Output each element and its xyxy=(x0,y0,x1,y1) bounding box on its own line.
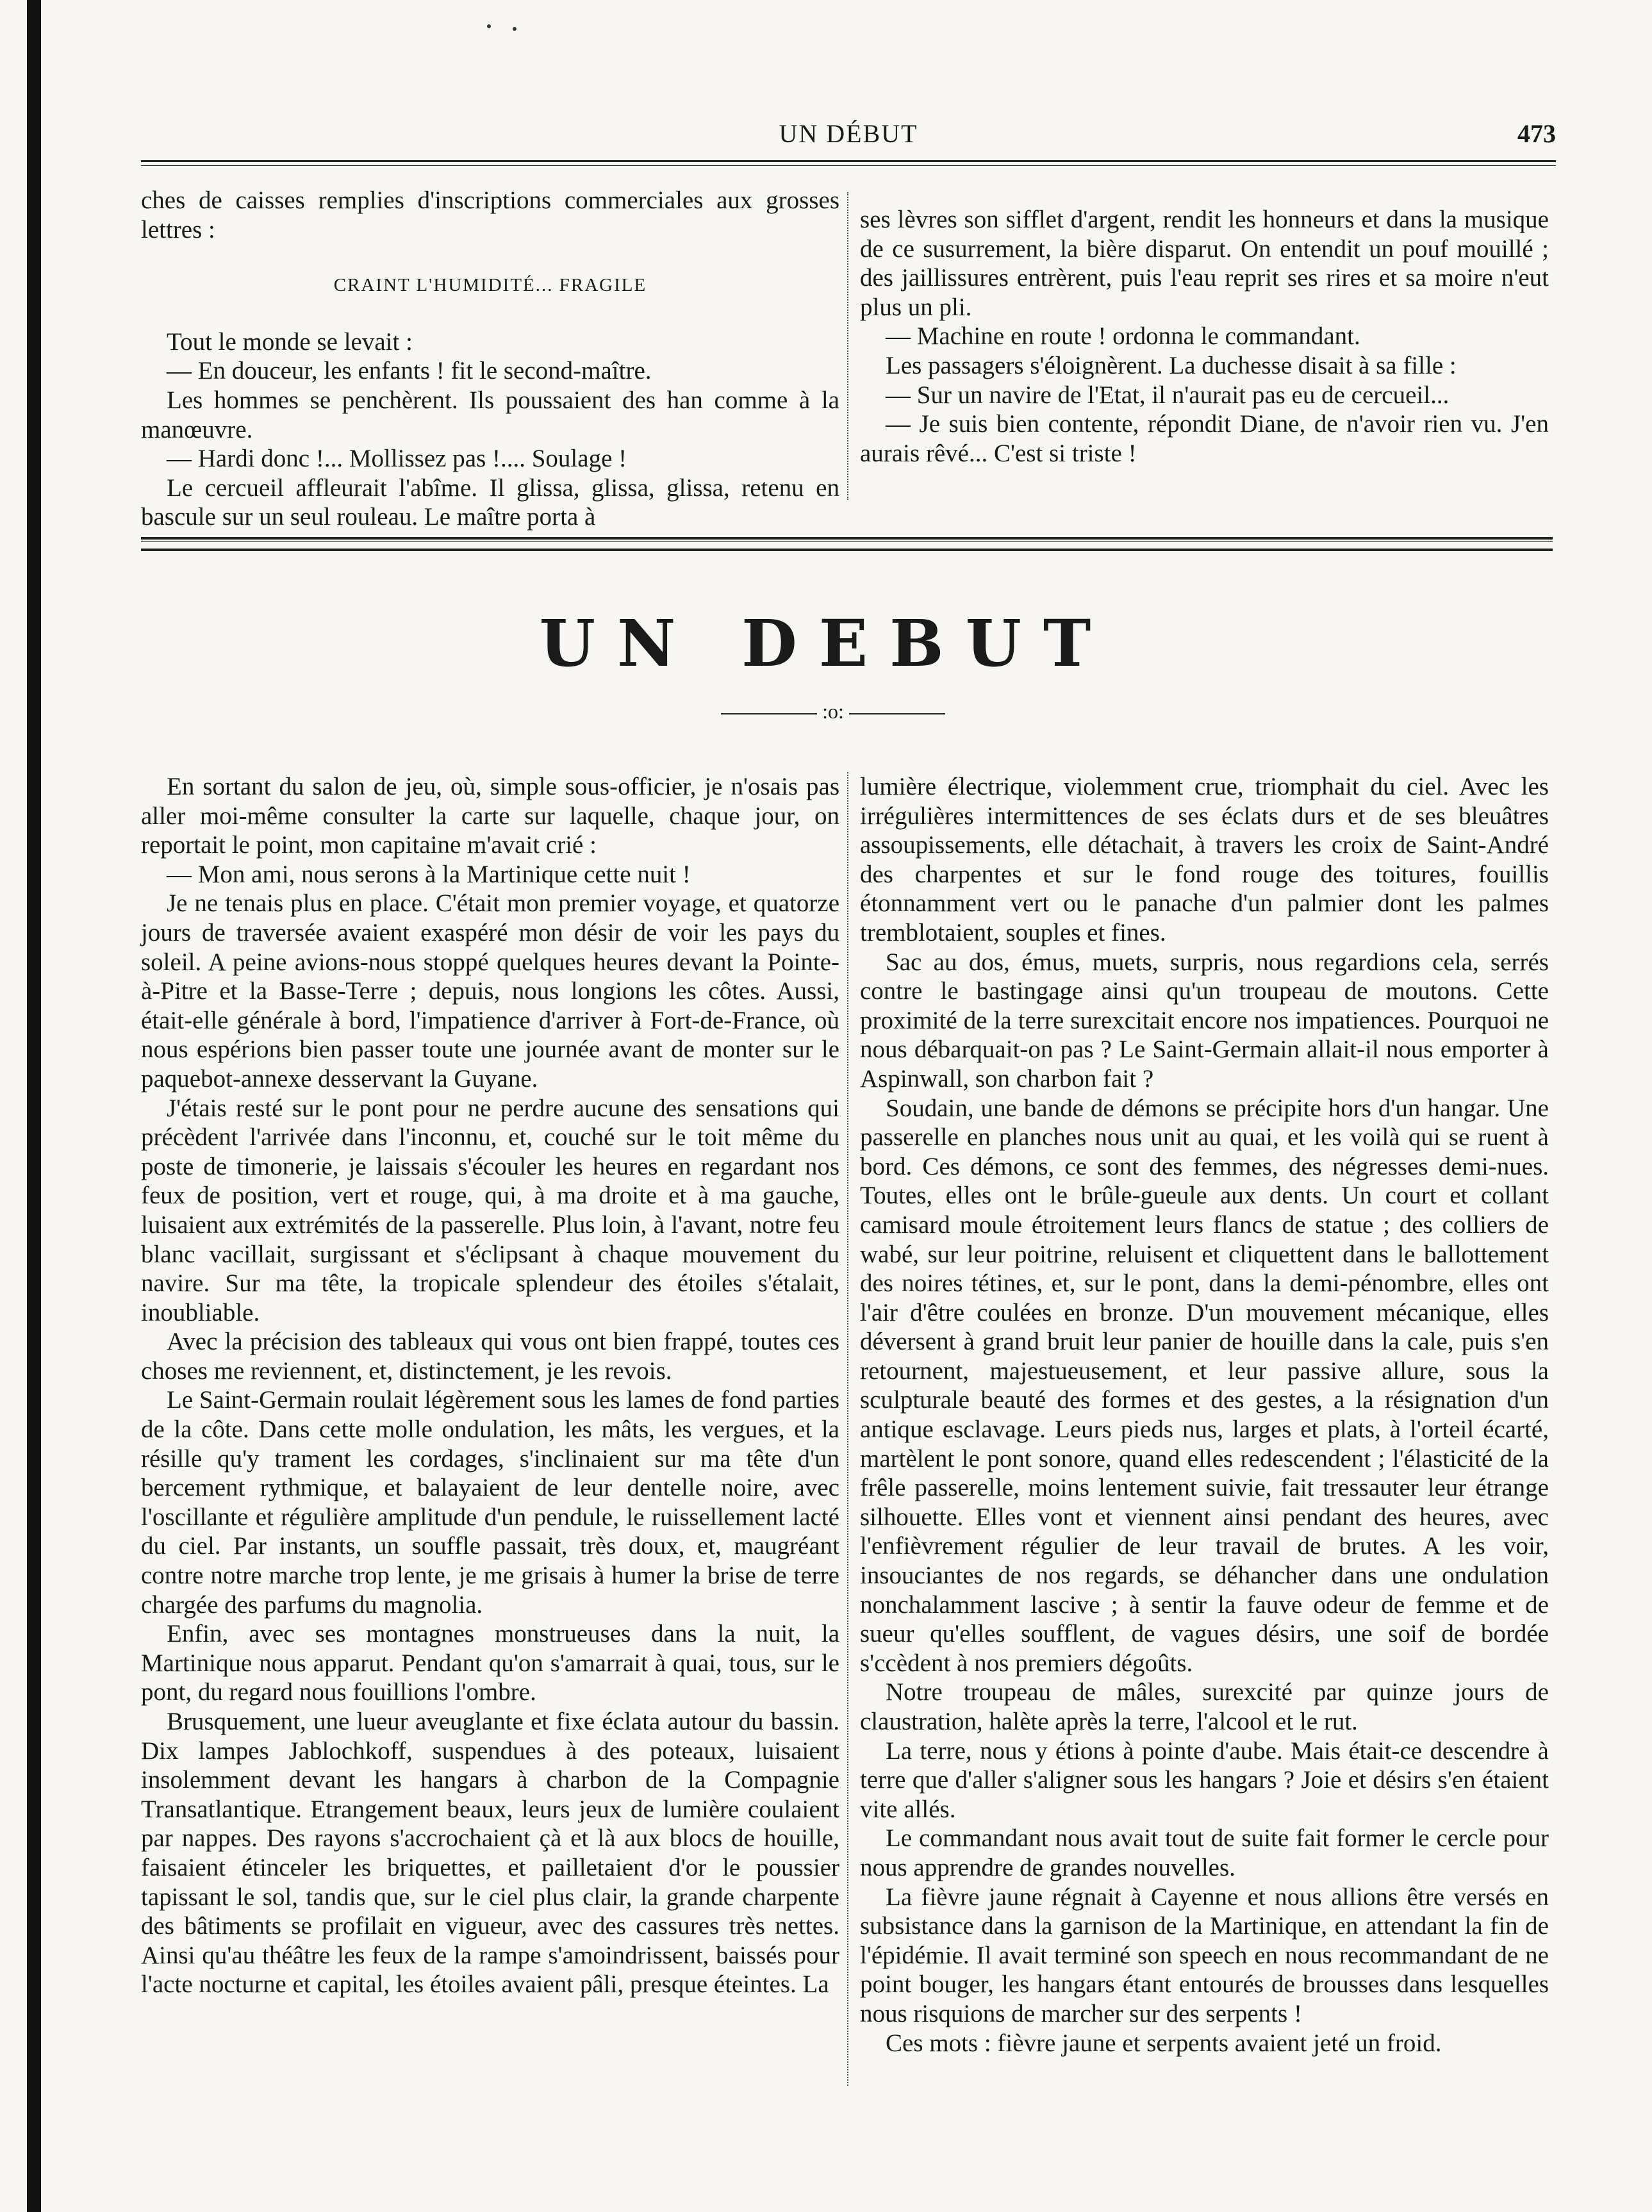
paragraph: Sac au dos, émus, muets, surpris, nous regardions cela, serrés contre le bastingage ainsi qu'un troupeau de moutons. Cette proximité de la terre surexcitait encore nos impatiences. Pourquoi ne nous débarquait-on pas ? Le Saint-Germain allait-il nous emporter à Aspinwall, son charbon fait ? xyxy=(860,948,1549,1093)
paragraph: Tout le monde se levait : xyxy=(167,327,413,356)
paragraph: — Sur un navire de l'Etat, il n'aurait pas eu de cercueil... xyxy=(886,381,1450,409)
running-title: UN DÉBUT xyxy=(779,119,918,148)
paragraph: Les hommes se penchèrent. Ils poussaient des han comme à la manœuvre. xyxy=(141,386,839,443)
paragraph: Avec la précision des tableaux qui vous ont bien frappé, toutes ces choses me reviennent, et, distinctement, je les revois. xyxy=(141,1328,839,1385)
paragraph: Enfin, avec ses montagnes monstrueuses dans la nuit, la Martinique nous apparut. Pendant qu'on s'amarrait à quai, tous, sur le pont, du regard nous fouillions l'ombre. xyxy=(141,1620,839,1706)
paragraph: La fièvre jaune régnait à Cayenne et nous allions être versés en subsistance dans la garnison de la Martinique, en attendant la fin de l'épidémie. Il avait terminé son speech en nous recommandant de ne point bouger, les hangars étant entourés de brousses dans lesquelles nous risquions de marcher sur des serpents ! xyxy=(860,1883,1549,2027)
scan-speck xyxy=(513,27,516,31)
page-number: 473 xyxy=(1517,119,1556,148)
paragraph: Le cercueil affleurait l'abîme. Il glissa, glissa, glissa, retenu en bascule sur un seul rouleau. Le maître porta à xyxy=(141,474,839,531)
paragraph: — Machine en route ! ordonna le commandant. xyxy=(886,322,1360,351)
running-head xyxy=(141,119,1556,157)
paragraph: Les passagers s'éloignèrent. La duchesse disait à sa fille : xyxy=(886,351,1457,379)
section-rule xyxy=(141,537,1553,551)
ornament-line xyxy=(721,713,817,714)
ornament-line xyxy=(849,713,945,714)
scan-binding-edge xyxy=(27,0,41,2212)
header-rule xyxy=(141,160,1556,166)
article-right-column xyxy=(860,772,1549,2058)
top-right-column xyxy=(860,205,1549,468)
paragraph: Ces mots : fièvre jaune et serpents avaient jeté un froid. xyxy=(886,2029,1442,2057)
paragraph: ches de caisses remplies d'inscriptions commerciales aux grosses lettres : xyxy=(141,186,839,243)
paragraph: lumière électrique, violemment crue, triomphait du ciel. Avec les irrégulières intermittences de ses éclats durs et de ses bleuâtres assoupissements, elle détachait, à travers les croix de Saint-André des charpentes et sur le fond rouge des toitures, fouillis étonnamment vert ou le panache d'un palmier dont les palmes tremblotaient, souples et fines. xyxy=(860,773,1549,946)
crate-inscription: CRAINT L'HUMIDITÉ... FRAGILE xyxy=(333,275,647,296)
scan-speck xyxy=(487,24,491,28)
column-divider xyxy=(847,772,848,2086)
title-ornament xyxy=(705,700,961,723)
paragraph: ses lèvres son sifflet d'argent, rendit les honneurs et dans la musique de ce susurrement, la bière disparut. On entendit un pouf mouillé ; des jaillissures entrèrent, puis l'eau reprit ses rires et sa moire n'eut plus un pli. xyxy=(860,206,1549,321)
paragraph: — Hardi donc !... Mollissez pas !.... Soulage ! xyxy=(167,445,627,473)
paragraph: J'étais resté sur le pont pour ne perdre aucune des sensations qui précèdent l'arrivée dans l'inconnu, et, couché sur le toit même du poste de timonerie, je laissais s'écouler les heures en regardant nos feux de position, vert et rouge, qui, à ma droite et à ma gauche, luisaient aux extrémités de la passerelle. Plus loin, à l'avant, notre feu blanc vacillait, surgissant et s'éclipsant à chaque mouvement du navire. Sur ma tête, la tropicale splendeur des étoiles s'étalait, inoubliable. xyxy=(141,1094,839,1326)
column-divider xyxy=(847,192,848,500)
paragraph: Le commandant nous avait tout de suite fait former le cercle pour nous apprendre de grandes nouvelles. xyxy=(860,1824,1549,1881)
paragraph: Brusquement, une lueur aveuglante et fixe éclata autour du bassin. Dix lampes Jablochkoff, suspendues à des poteaux, luisaient insolemment devant les hangars à charbon de la Compagnie Transatlantique. Etrangement beaux, leurs jeux de lumière coulaient par nappes. Des rayons s'accrochaient çà et là aux blocs de houille, faisaient étinceler les briquettes, et pailletaient d'or le poussier tapissant le sol, tandis que, sur le ciel plus clair, la grande charpente des bâtiments se profilait en vigueur, avec des cassures très nettes. Ainsi qu'au théâtre les feux de la rampe s'amoindrissent, baissés pour l'acte nocturne et capital, les étoiles avaient pâli, presque éteintes. La xyxy=(141,1708,839,1999)
paragraph: — Mon ami, nous serons à la Martinique cette nuit ! xyxy=(167,860,691,888)
paragraph: Je ne tenais plus en place. C'était mon premier voyage, et quatorze jours de traversée avaient exaspéré mon désir de voir les pays du soleil. A peine avions-nous stoppé quelques heures devant la Pointe-à-Pitre et la Basse-Terre ; depuis, nous longions les côtes. Aussi, était-elle générale à bord, l'impatience d'arriver à Fort-de-France, où nous espérions bien passer toute une journée avant de monter sur le paquebot-annexe desservant la Guyane. xyxy=(141,889,839,1093)
paragraph: Soudain, une bande de démons se précipite hors d'un hangar. Une passerelle en planches nous unit au quai, et les voilà qui se ruent à bord. Ces démons, ce sont des femmes, des négresses demi-nues. Toutes, elles ont le brûle-gueule aux dents. Un court et collant camisard moule étroitement leurs flancs de statue ; des colliers de wabé, sur leur poitrine, reluisent et cliquettent dans le ballottement des noires tétines, et, sur le pont, dans la demi-pénombre, elles ont l'air d'être coulées en bronze. D'un mouvement mécanique, elles déversent à grand bruit leur panier de houille dans la cale, puis s'en retournent, majestueusement, et leur passive allure, sous la sculpturale beauté des formes et des gestes, a la résignation d'un antique esclavage. Leurs pieds nus, larges et plats, à l'orteil écarté, martèlent le pont sonore, quand elles redescendent ; l'élasticité de la frêle passerelle, moins lentement suivie, fait tressauter leur étrange silhouette. Elles vont et viennent ainsi pendant des heures, avec l'enfièvrement régulier de leur travail de brutes. A les voir, insouciantes de nos regards, se déhancher dans une ondulation nonchalamment lascive ; à sentir la fauve odeur de femme et de sueur qu'elles soufflent, de vagues désirs, une soif de bordée s'ccèdent à nos premiers dégoûts. xyxy=(860,1094,1549,1677)
paragraph: Notre troupeau de mâles, surexcité par quinze jours de claustration, halète après la terre, l'alcool et le rut. xyxy=(860,1678,1549,1735)
ornament-mark: :o: xyxy=(822,700,844,723)
article-left-column xyxy=(141,772,839,1999)
paragraph: En sortant du salon de jeu, où, simple sous-officier, je n'osais pas aller moi-même consulter la carte sur laquelle, chaque jour, on reportait le point, mon capitaine m'avait crié : xyxy=(141,773,839,859)
paragraph: — Je suis bien contente, répondit Diane, de n'avoir rien vu. J'en aurais rêvé... C'est si triste ! xyxy=(860,410,1549,467)
paragraph: — En douceur, les enfants ! fit le second-maître. xyxy=(167,357,652,385)
paragraph: La terre, nous y étions à pointe d'aube. Mais était-ce descendre à terre que d'aller s'aligner sous les hangars ? Joie et désirs s'en étaient vite allés. xyxy=(860,1737,1549,1823)
top-left-column xyxy=(141,186,839,532)
article-title: UN DEBUT xyxy=(539,606,1113,681)
paragraph: Le Saint-Germain roulait légèrement sous les lames de fond parties de la côte. Dans cette molle ondulation, les mâts, les vergues, et la résille qu'y trament les cordages, s'inclinaient sur ma tête d'un bercement rythmique, et balayaient de leur dentelle noire, avec l'oscillante et régulière amplitude d'un pendule, le ruissellement lacté du ciel. Par instants, un souffle passait, très doux, et, maugréant contre notre marche trop lente, je me grisais à humer la brise de terre chargée des parfums du magnolia. xyxy=(141,1386,839,1619)
